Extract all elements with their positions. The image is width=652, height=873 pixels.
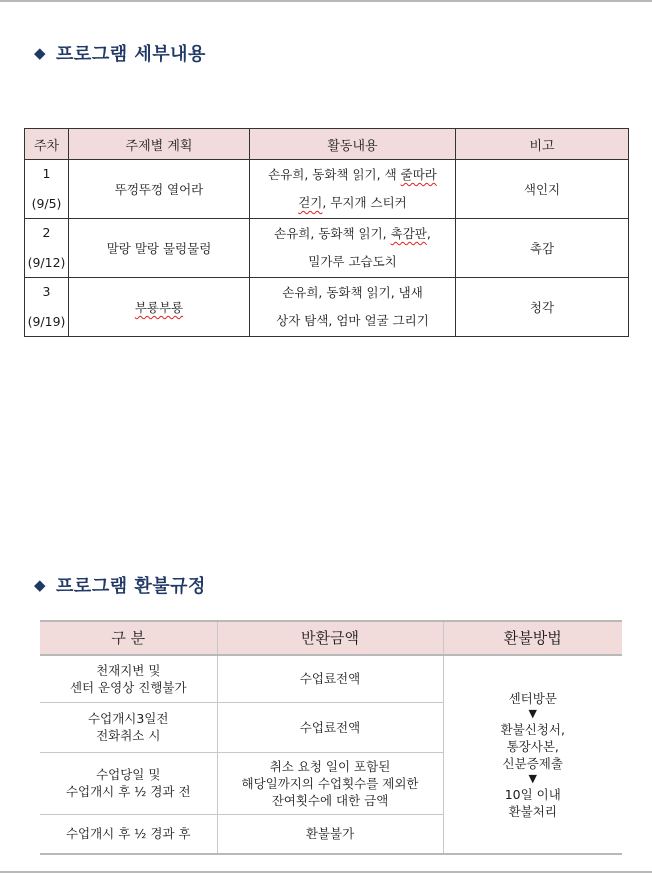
section-heading-details xyxy=(34,40,206,66)
week-cell xyxy=(25,160,69,219)
activity-line xyxy=(250,189,455,217)
refund-cell xyxy=(217,702,443,752)
cell-line: 수업개시 후 ½ 경과 전 xyxy=(65,784,191,799)
week-cell xyxy=(25,278,69,337)
activity-line xyxy=(250,161,455,189)
cell-line: 수업개시3일전 xyxy=(88,711,169,726)
cell-line: 천재지변 및 xyxy=(96,662,161,678)
method-step: 신분증제출 xyxy=(502,755,563,771)
topic-text-marked: 부룡부룡 xyxy=(134,300,184,315)
activity-text: 손유희, 동화책 읽기, xyxy=(274,226,391,241)
activity-cell xyxy=(250,160,456,219)
activity-text: 손유희, 동화책 읽기, 색 xyxy=(268,167,401,182)
program-details-table xyxy=(24,128,629,337)
cell-line: 수업료전액 xyxy=(299,671,361,687)
section-heading-refund xyxy=(34,572,206,598)
week-cell xyxy=(25,219,69,278)
diamond-bullet-icon: ◆ xyxy=(34,576,47,594)
activity-text: , xyxy=(426,226,431,241)
method-step: 센터방문 xyxy=(508,690,557,706)
method-step: 환불신청서, xyxy=(500,721,565,737)
table-row xyxy=(25,160,629,219)
cell-line: 해당일까지의 수업횟수를 제외한 xyxy=(241,775,419,791)
down-arrow-icon: ▼ xyxy=(528,771,537,785)
refund-cell xyxy=(217,752,443,814)
week-number: 2 xyxy=(42,225,51,240)
refund-cell xyxy=(217,655,443,702)
activity-line: 밀가루 고습도치 xyxy=(308,254,397,269)
table-header-row xyxy=(40,621,622,655)
activity-text: , 무지개 스티커 xyxy=(322,195,407,210)
topic-cell: 말랑 말랑 물렁물렁 xyxy=(69,219,250,278)
category-cell xyxy=(40,655,217,702)
method-step: 통장사본, xyxy=(506,738,559,754)
week-date: (9/5) xyxy=(31,196,62,211)
activity-text-marked: 걷기 xyxy=(298,195,323,210)
col-header-refund-method: 환불방법 xyxy=(443,621,622,655)
cell-line: 수업당일 및 xyxy=(96,767,161,782)
note-cell: 촉감 xyxy=(456,219,629,278)
method-step: 10일 이내 xyxy=(504,786,561,802)
note-cell: 청각 xyxy=(456,278,629,337)
col-header-activity: 활동내용 xyxy=(250,129,456,160)
down-arrow-icon: ▼ xyxy=(528,706,537,720)
col-header-refund-amount: 반환금액 xyxy=(217,621,443,655)
table-row xyxy=(25,278,629,337)
refund-policy-table xyxy=(40,620,622,855)
heading-text: 프로그램 세부내용 xyxy=(56,44,206,65)
heading-text: 프로그램 환불규정 xyxy=(56,576,206,597)
category-cell xyxy=(40,702,217,752)
category-cell xyxy=(40,752,217,814)
topic-cell xyxy=(69,278,250,337)
refund-cell xyxy=(217,814,443,854)
method-step: 환불처리 xyxy=(508,803,557,819)
cell-line: 전화취소 시 xyxy=(96,728,161,743)
week-number: 3 xyxy=(42,284,51,299)
activity-line: 상자 탐색, 엄마 얼굴 그리기 xyxy=(276,313,429,328)
note-cell: 색인지 xyxy=(456,160,629,219)
cell-line: 센터 운영상 진행불가 xyxy=(69,679,187,695)
table-header-row xyxy=(25,129,629,160)
top-rule xyxy=(0,0,652,2)
diamond-bullet-icon: ◆ xyxy=(34,44,47,62)
activity-text-marked: 줄따라 xyxy=(400,167,437,182)
topic-cell: 뚜껑뚜껑 열어라 xyxy=(69,160,250,219)
col-header-topic: 주제별 계획 xyxy=(69,129,250,160)
cell-line: 취소 요청 일이 포함된 xyxy=(269,758,391,774)
activity-line xyxy=(250,220,455,248)
category-cell xyxy=(40,814,217,854)
week-date: (9/12) xyxy=(27,255,66,270)
col-header-week: 주차 xyxy=(25,129,69,160)
week-date: (9/19) xyxy=(27,314,66,329)
activity-cell xyxy=(250,278,456,337)
activity-cell xyxy=(250,219,456,278)
table-row xyxy=(25,219,629,278)
refund-method-cell xyxy=(443,655,622,854)
col-header-category: 구 분 xyxy=(40,621,217,655)
activity-text-marked: 촉감판 xyxy=(390,226,427,241)
col-header-note: 비고 xyxy=(456,129,629,160)
cell-line: 수업개시 후 ½ 경과 후 xyxy=(65,826,191,842)
activity-line: 손유희, 동화책 읽기, 냄새 xyxy=(282,285,423,300)
cell-line: 수업료전액 xyxy=(299,719,361,735)
cell-line: 환불불가 xyxy=(305,826,355,842)
week-number: 1 xyxy=(42,166,51,181)
cell-line: 잔여횟수에 대한 금액 xyxy=(271,792,389,808)
table-row xyxy=(40,655,622,702)
